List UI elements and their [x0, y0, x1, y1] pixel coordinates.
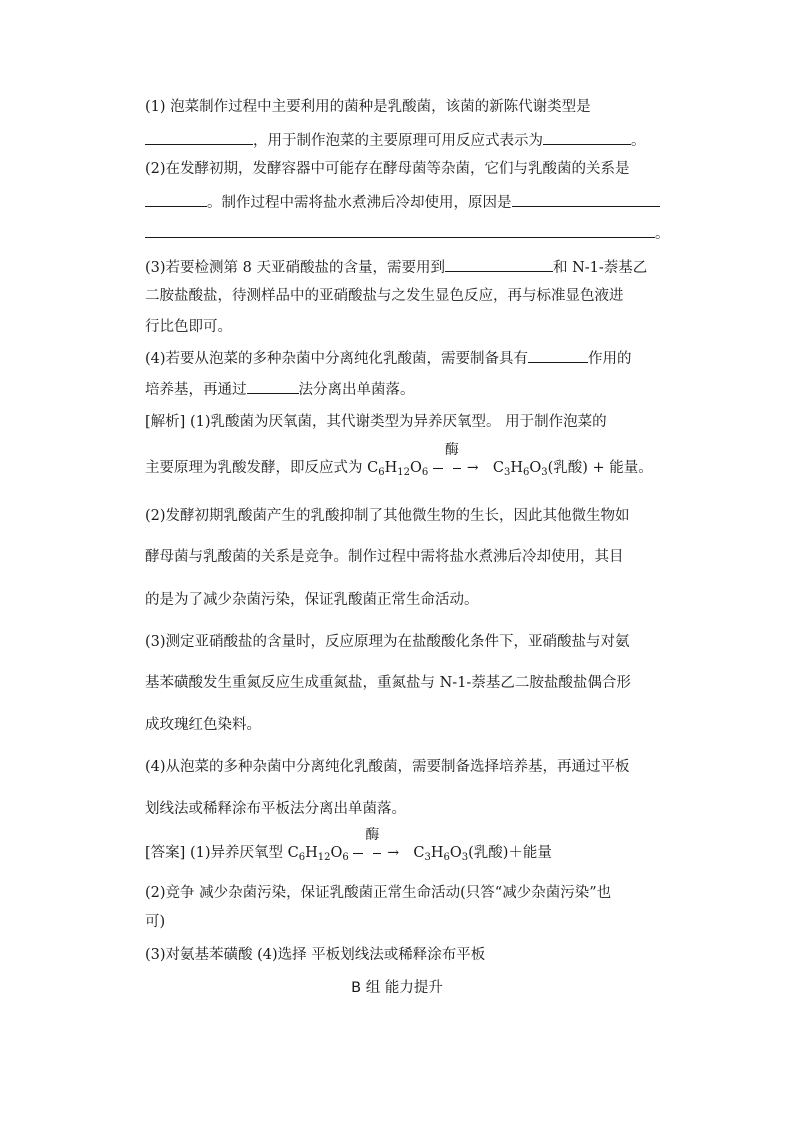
answer-text: (乳酸)＋能量 — [468, 845, 552, 861]
answer-text: O — [449, 845, 462, 861]
q4-text: 法分离出单菌落。 — [298, 382, 415, 398]
analysis-text: 酵母菌与乳酸菌的关系是竞争。制作过程中需将盐水煮沸后冷却使用，其目 — [145, 549, 624, 565]
q4-text: 培养基，再通过 — [145, 382, 247, 398]
q2-text: (2)在发酵初期，发酵容器中可能存在酵母菌等杂菌，它们与乳酸菌的关系是 — [145, 161, 630, 177]
subscript: 6 — [522, 467, 530, 478]
analysis-p3-line-3 — [145, 715, 261, 735]
subscript: 12 — [317, 852, 331, 863]
analysis-p3-line-1 — [145, 632, 630, 652]
subscript: 3 — [503, 467, 511, 478]
subscript: 12 — [397, 467, 410, 478]
equation-bar — [353, 853, 363, 854]
answer-blank[interactable] — [528, 346, 588, 363]
analysis-equation-line — [145, 442, 653, 478]
analysis-p2-line-1 — [145, 506, 630, 526]
q3-text: (3)若要检测第 8 天亚硝酸盐的含量，需要用到 — [145, 260, 445, 276]
analysis-text: 主要原理为乳酸发酵，即反应式为 C — [145, 460, 379, 476]
q3-text: 和 N-1-萘基乙 — [552, 260, 648, 276]
answer-text: 可) — [145, 914, 166, 930]
section-title: B 组 能力提升 — [351, 980, 443, 996]
analysis-text: (3)测定亚硝酸盐的含量时，反应原理为在盐酸酸化条件下，亚硝酸盐与对氨 — [145, 634, 630, 650]
analysis-p4-line-1 — [145, 757, 630, 777]
q1-text: 。 — [631, 133, 646, 149]
equation-bar — [433, 468, 443, 469]
answer-tag: [答案] — [145, 845, 186, 861]
right-arrow-icon: → — [466, 460, 479, 476]
answer-blank[interactable] — [512, 190, 660, 207]
answer-blank[interactable] — [445, 255, 553, 272]
analysis-line-1 — [145, 412, 607, 432]
equation-bar — [453, 468, 461, 469]
analysis-text: 基苯磺酸发生重氮反应生成重氮盐，重氮盐与 N-1-萘基乙二胺盐酸盐偶合形 — [145, 675, 631, 691]
analysis-text: H — [384, 460, 398, 476]
q2-line-3 — [145, 221, 670, 244]
q2-line-1 — [145, 159, 630, 179]
subscript: 3 — [461, 852, 469, 863]
answer-blank[interactable] — [543, 128, 631, 145]
answer-text: O — [330, 845, 343, 861]
q2-text: 。制作过程中需将盐水煮沸后冷却使用，原因是 — [207, 195, 512, 211]
right-arrow-icon: → — [387, 845, 400, 861]
answer-line-3 — [145, 912, 165, 932]
answer-line-2 — [145, 883, 611, 903]
q3-text: 行比色即可。 — [145, 319, 232, 335]
q4-line-1 — [145, 346, 632, 369]
analysis-tag: [解析] — [145, 414, 186, 430]
answer-text: C — [413, 845, 425, 861]
q1-text: ，用于制作泡菜的主要原理可用反应式表示为 — [253, 133, 543, 149]
q1-line-1 — [145, 97, 591, 117]
analysis-text: 成玫瑰红色染料。 — [145, 717, 261, 733]
answer-blank[interactable] — [145, 128, 253, 145]
answer-text: (3)对氨基苯磺酸 (4)选择 平板划线法或稀释涂布平板 — [145, 947, 486, 963]
subscript: 3 — [541, 467, 548, 478]
subscript: 6 — [298, 852, 306, 863]
analysis-text: 划线法或稀释涂布平板法分离出单菌落。 — [145, 801, 406, 817]
q4-line-2 — [145, 377, 415, 400]
answer-text: H — [430, 845, 444, 861]
analysis-text: H — [510, 460, 523, 476]
q1-line-2 — [145, 128, 646, 151]
answer-line-1 — [145, 827, 552, 863]
enzyme-reaction-arrow — [433, 442, 493, 478]
q3-line-3 — [145, 317, 232, 337]
subscript: 6 — [421, 467, 429, 478]
q4-text: 作用的 — [588, 351, 632, 367]
enzyme-label: 酶 — [365, 827, 380, 843]
equation-bar — [373, 853, 381, 854]
q3-line-1 — [145, 255, 647, 278]
analysis-text: O — [409, 460, 422, 476]
q2-line-2 — [145, 190, 660, 213]
analysis-text: C — [492, 460, 504, 476]
analysis-p4-line-2 — [145, 799, 406, 819]
subscript: 3 — [424, 852, 431, 863]
analysis-text: (2)发酵初期乳酸菌产生的乳酸抑制了其他微生物的生长，因此其他微生物如 — [145, 508, 630, 524]
answer-blank[interactable] — [247, 377, 299, 394]
answer-line-4 — [145, 945, 485, 965]
analysis-text: (4)从泡菜的多种杂菌中分离纯化乳酸菌，需要制备选择培养基，再通过平板 — [145, 759, 630, 775]
enzyme-label: 酶 — [444, 442, 459, 458]
analysis-p2-line-3 — [145, 590, 479, 610]
analysis-text: (乳酸) + 能量。 — [547, 460, 653, 476]
answer-text: (1)异养厌氧型 C — [189, 845, 299, 861]
answer-text: H — [305, 845, 318, 861]
answer-text: (2)竞争 减少杂菌污染，保证乳酸菌正常生命活动(只答“减少杂菌污染”也 — [145, 885, 612, 901]
analysis-p2-line-2 — [145, 547, 624, 567]
enzyme-reaction-arrow — [353, 827, 413, 863]
analysis-text: 的是为了减少杂菌污染，保证乳酸菌正常生命活动。 — [145, 592, 479, 608]
q3-line-2 — [145, 286, 624, 306]
analysis-p3-line-2 — [145, 673, 631, 693]
subscript: 6 — [378, 467, 385, 478]
q1-text: (1) 泡菜制作过程中主要利用的菌种是乳酸菌，该菌的新陈代谢类型是 — [145, 99, 591, 115]
subscript: 6 — [342, 852, 349, 863]
analysis-text: O — [529, 460, 542, 476]
subscript: 6 — [443, 852, 450, 863]
q4-text: (4)若要从泡菜的多种杂菌中分离纯化乳酸菌，需要制备具有 — [145, 351, 529, 367]
answer-blank[interactable] — [145, 221, 655, 238]
q2-text: 。 — [655, 226, 670, 242]
answer-blank[interactable] — [145, 190, 207, 207]
analysis-text: (1)乳酸菌为厌氧菌，其代谢类型为异养厌氧型。 用于制作泡菜的 — [189, 414, 607, 430]
q3-text: 二胺盐酸盐，待测样品中的亚硝酸盐与之发生显色反应，再与标准显色液进 — [145, 288, 624, 304]
